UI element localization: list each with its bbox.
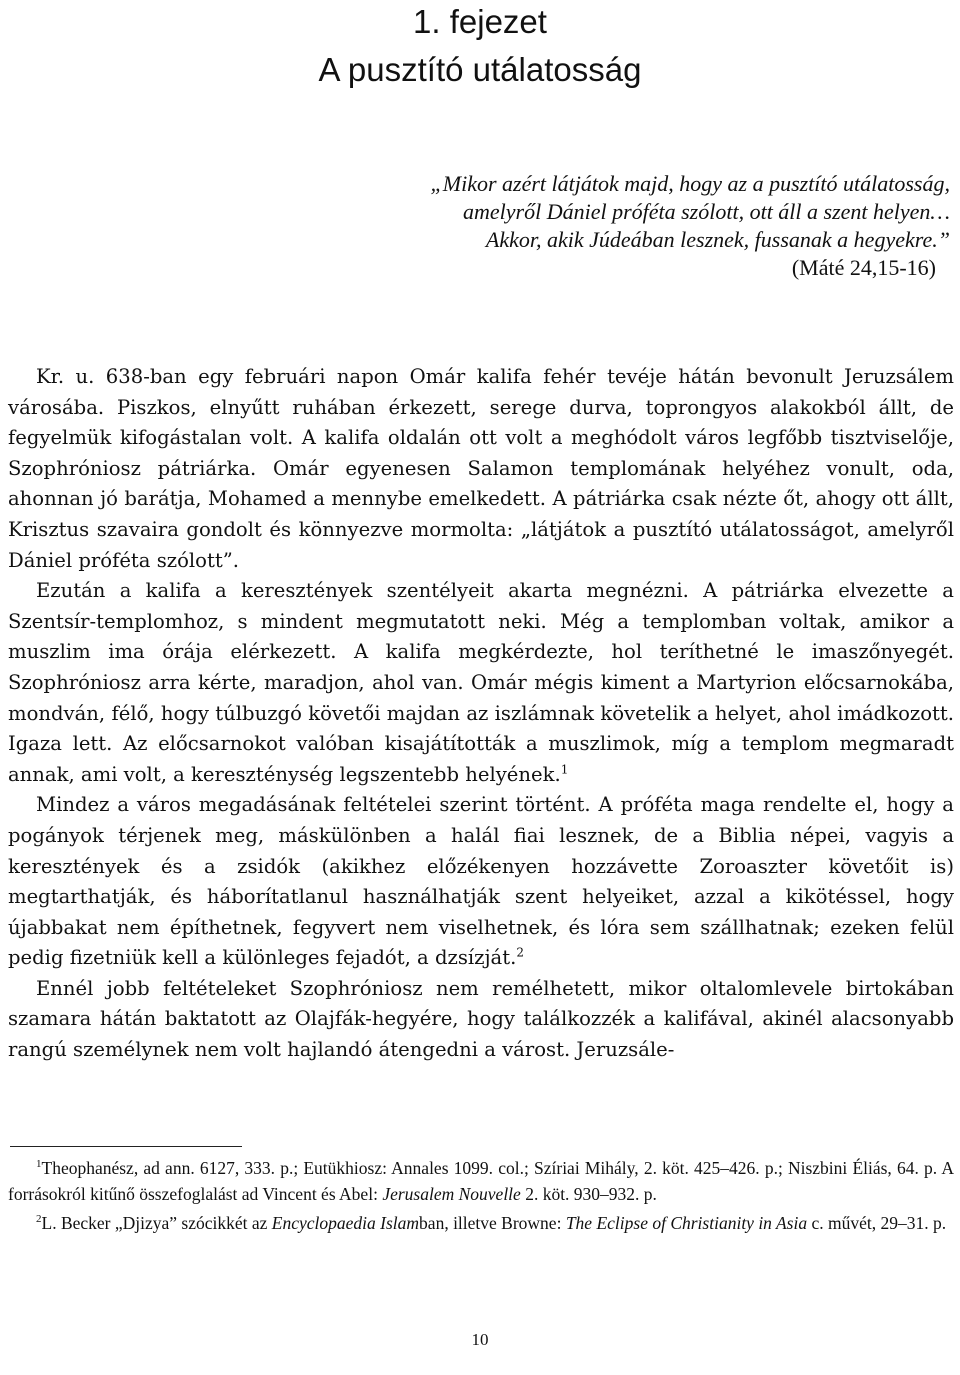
footnote-reference[interactable]: 1 [560,762,569,777]
footnote-mark: 2 [36,1213,42,1226]
paragraph [8,576,954,790]
footnotes [8,1156,954,1237]
chapter-heading [0,0,960,90]
footnote-title: The Eclipse of Christianity in Asia [565,1213,808,1233]
epigraph-source: (Máté 24,15-16) [791,255,936,280]
paragraph-text: Kr. u. 638-ban egy februári napon Omár kalifa fehér tevéje hátán bevonult Jeruzsálem városába. Piszkos, elnyűtt ruhában érkezett, serege durva, toprongyos alakokból állt, de fegyelmük kifogástalan volt. A kalifa oldalán ott volt a meghódolt város legfőbb tisztviselője, Szophróniosz pátriárka. Omár egyenesen Salamon templomának helyéhez vonult, oda, ahonnan jó barátja, Mohamed a mennybe emelkedett. A pátriárka csak nézte őt, ahogy ott állt, Krisztus szavaira gondolt és könnyezve mormolta: „látjátok a pusztító utálatosságot, amelyről Dániel próféta szólott”. [8,365,954,572]
footnote-mark: 1 [36,1158,42,1171]
footnote-2 [8,1211,954,1237]
paragraph [8,974,954,1066]
page-number: 10 [471,1330,489,1349]
epigraph-line: „Mikor azért látjátok majd, hogy az a pusztító utálatosság, [430,171,950,196]
epigraph-line: Akkor, akik Júdeában lesznek, fussanak a hegyekre.” [485,227,950,252]
footnote-title: Encyclopaedia Islam [271,1213,420,1233]
footnote-text: c. művét, 29–31. p. [807,1213,947,1233]
chapter-title: A pusztító utálatosság [318,51,642,88]
body-text [8,362,954,1066]
chapter-number: 1. fejezet [413,3,547,40]
paragraph-text: Mindez a város megadásának feltételei szerint történt. A próféta maga rendelte el, hogy a pogányok térjenek meg, máskülönben a halál fiai lesznek, de a Biblia népei, vagyis a keresztények és a zsidók (akikhez előzékenyen hozzávette Zoroaszter követőit is) megtarthatják, és háborítatlanul használhatják szent helyeiket, azzal a kikötéssel, hogy újabbakat nem építhetnek, fegyvert nem viselhetnek, és lóra sem szállhatnak; ezeken felül pedig fizetniük kell a különleges fejadót, a dzsízját. [8,793,954,970]
footnote-text: ban, illetve Browne: [419,1213,566,1233]
footnote-text: Theophanész, ad ann. 6127, 333. p.; Eutükhiosz: Annales 1099. col.; Szíriai Mihály, 2. köt. 425–426. p.; Niszbini Éliás, 64. p. A forrásokról kitűnő összefoglalást ad Vincent és Abel: [8,1158,954,1204]
footnote-reference[interactable]: 2 [516,945,524,960]
epigraph-line: amelyről Dániel próféta szólott, ott áll a szent helyen… [462,199,950,224]
paragraph [8,362,954,576]
footnote-divider [10,1146,242,1147]
footnote-text: 2. köt. 930–932. p. [520,1183,657,1204]
paragraph-text: Ennél jobb feltételeket Szophróniosz nem remélhetett, mikor oltalomlevele birtokában szamara hátán baktatott az Olajfák-hegyére, hogy találkozzék a kalifával, akinél alacsonyabb rangú személynek nem volt hajlandó átengedni a várost. Jeruzsále- [8,976,954,1062]
footnote-1 [8,1156,954,1207]
footnote-text: L. Becker „Djizya” szócikkét az [41,1213,272,1233]
epigraph [330,170,950,282]
paragraph [8,790,954,974]
footnote-title: Jerusalem Nouvelle [382,1183,521,1204]
paragraph-text: Ezután a kalifa a keresztények szentélyeit akarta megnézni. A pátriárka elvezette a Szentsír-templomhoz, s mindent megmutatott neki. Még a templomban voltak, amikor a muszlim ima órája elérkezett. A kalifa megkérdezte, hol teríthetné le imaszőnyegét. Szophróniosz arra kérte, maradjon, ahol van. Omár mégis kiment a Martyrion előcsarnokába, mondván, félő, hogy túlbuzgó követői majdan az iszlámnak követelik a helyet, ahol imádkozott. Igaza lett. Az előcsarnokot valóban kisajátították a muszlimok, míg a templom megmaradt annak, ami volt, a kereszténység legszentebb helyének. [8,579,954,786]
